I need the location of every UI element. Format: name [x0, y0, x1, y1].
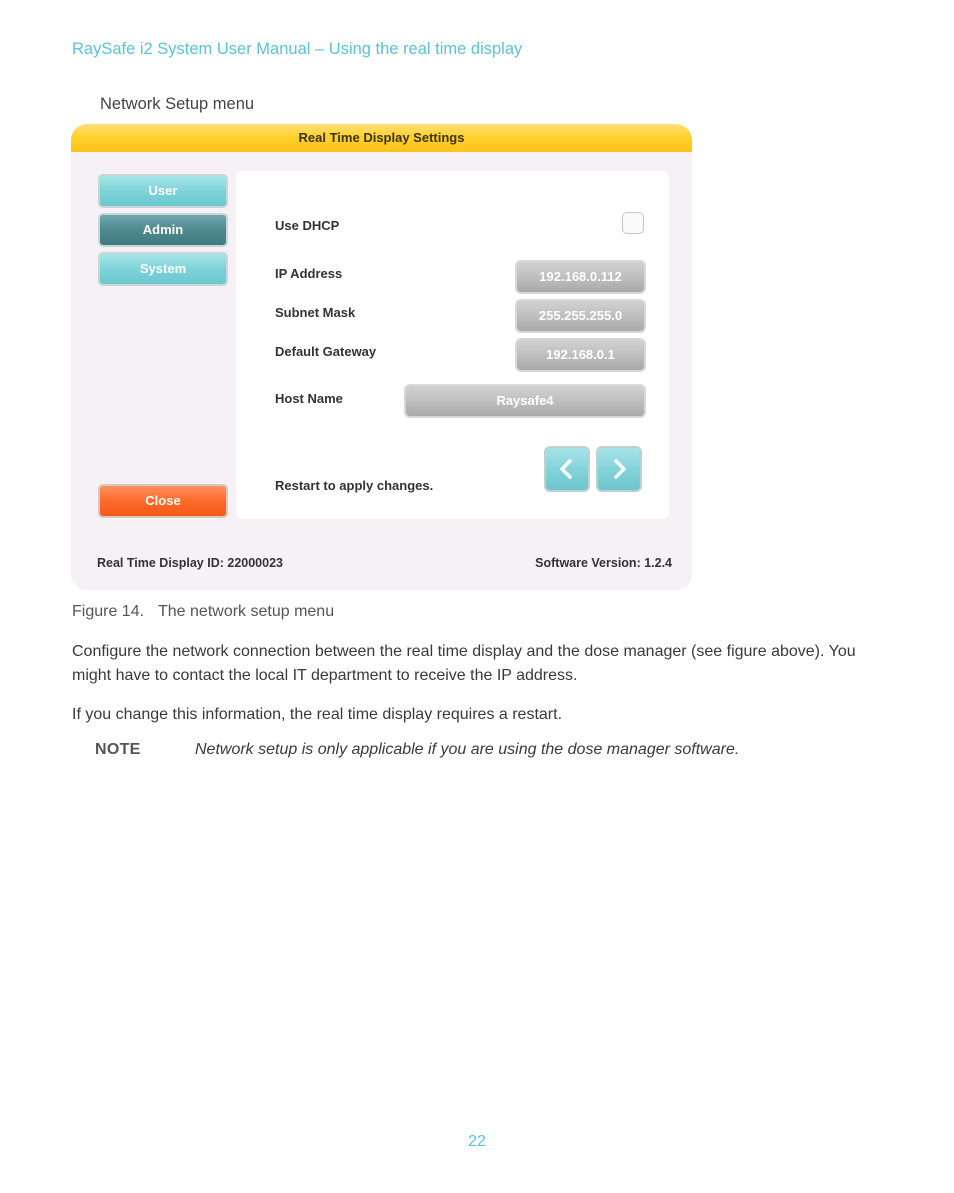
body-paragraph-1: Configure the network connection between the real time display and the dose manager (see figure above). You might have to contact the local IT department to receive the IP address.: [72, 643, 856, 684]
use-dhcp-label: Use DHCP: [275, 218, 340, 233]
figure-caption-text: The network setup menu: [158, 603, 335, 620]
admin-button[interactable]: Admin: [98, 213, 228, 247]
figure-number: Figure 14.: [72, 603, 145, 620]
figure-caption: [72, 603, 334, 621]
next-button[interactable]: [596, 446, 642, 492]
network-settings-content: [236, 171, 669, 519]
chevron-right-icon: [608, 458, 630, 480]
subnet-mask-label: Subnet Mask: [275, 305, 356, 320]
display-id: Real Time Display ID: 22000023: [97, 556, 283, 570]
close-button[interactable]: Close: [98, 484, 228, 518]
software-version: Software Version: 1.2.4: [535, 556, 672, 570]
section-label: Network Setup menu: [100, 95, 255, 113]
previous-button[interactable]: [544, 446, 590, 492]
note-text: Network setup is only applicable if you are using the dose manager software.: [195, 741, 740, 758]
chevron-left-icon: [556, 458, 578, 480]
page-number: 22: [468, 1133, 486, 1150]
note-label: NOTE: [95, 741, 141, 758]
settings-panel: [71, 124, 692, 590]
default-gateway-label: Default Gateway: [275, 344, 377, 359]
system-button[interactable]: System: [98, 252, 228, 286]
user-button[interactable]: User: [98, 174, 228, 208]
panel-title: Real Time Display Settings: [71, 124, 692, 152]
host-name-label: Host Name: [275, 391, 343, 406]
use-dhcp-checkbox[interactable]: [622, 212, 644, 234]
host-name-field[interactable]: Raysafe4: [404, 384, 646, 418]
ip-address-field[interactable]: 192.168.0.112: [515, 260, 646, 294]
subnet-mask-field[interactable]: 255.255.255.0: [515, 299, 646, 333]
restart-note: Restart to apply changes.: [275, 478, 434, 493]
ip-address-label: IP Address: [275, 266, 343, 281]
default-gateway-field[interactable]: 192.168.0.1: [515, 338, 646, 372]
document-header: RaySafe i2 System User Manual – Using the real time display: [72, 40, 523, 58]
body-paragraph-2: If you change this information, the real time display requires a restart.: [72, 706, 563, 723]
